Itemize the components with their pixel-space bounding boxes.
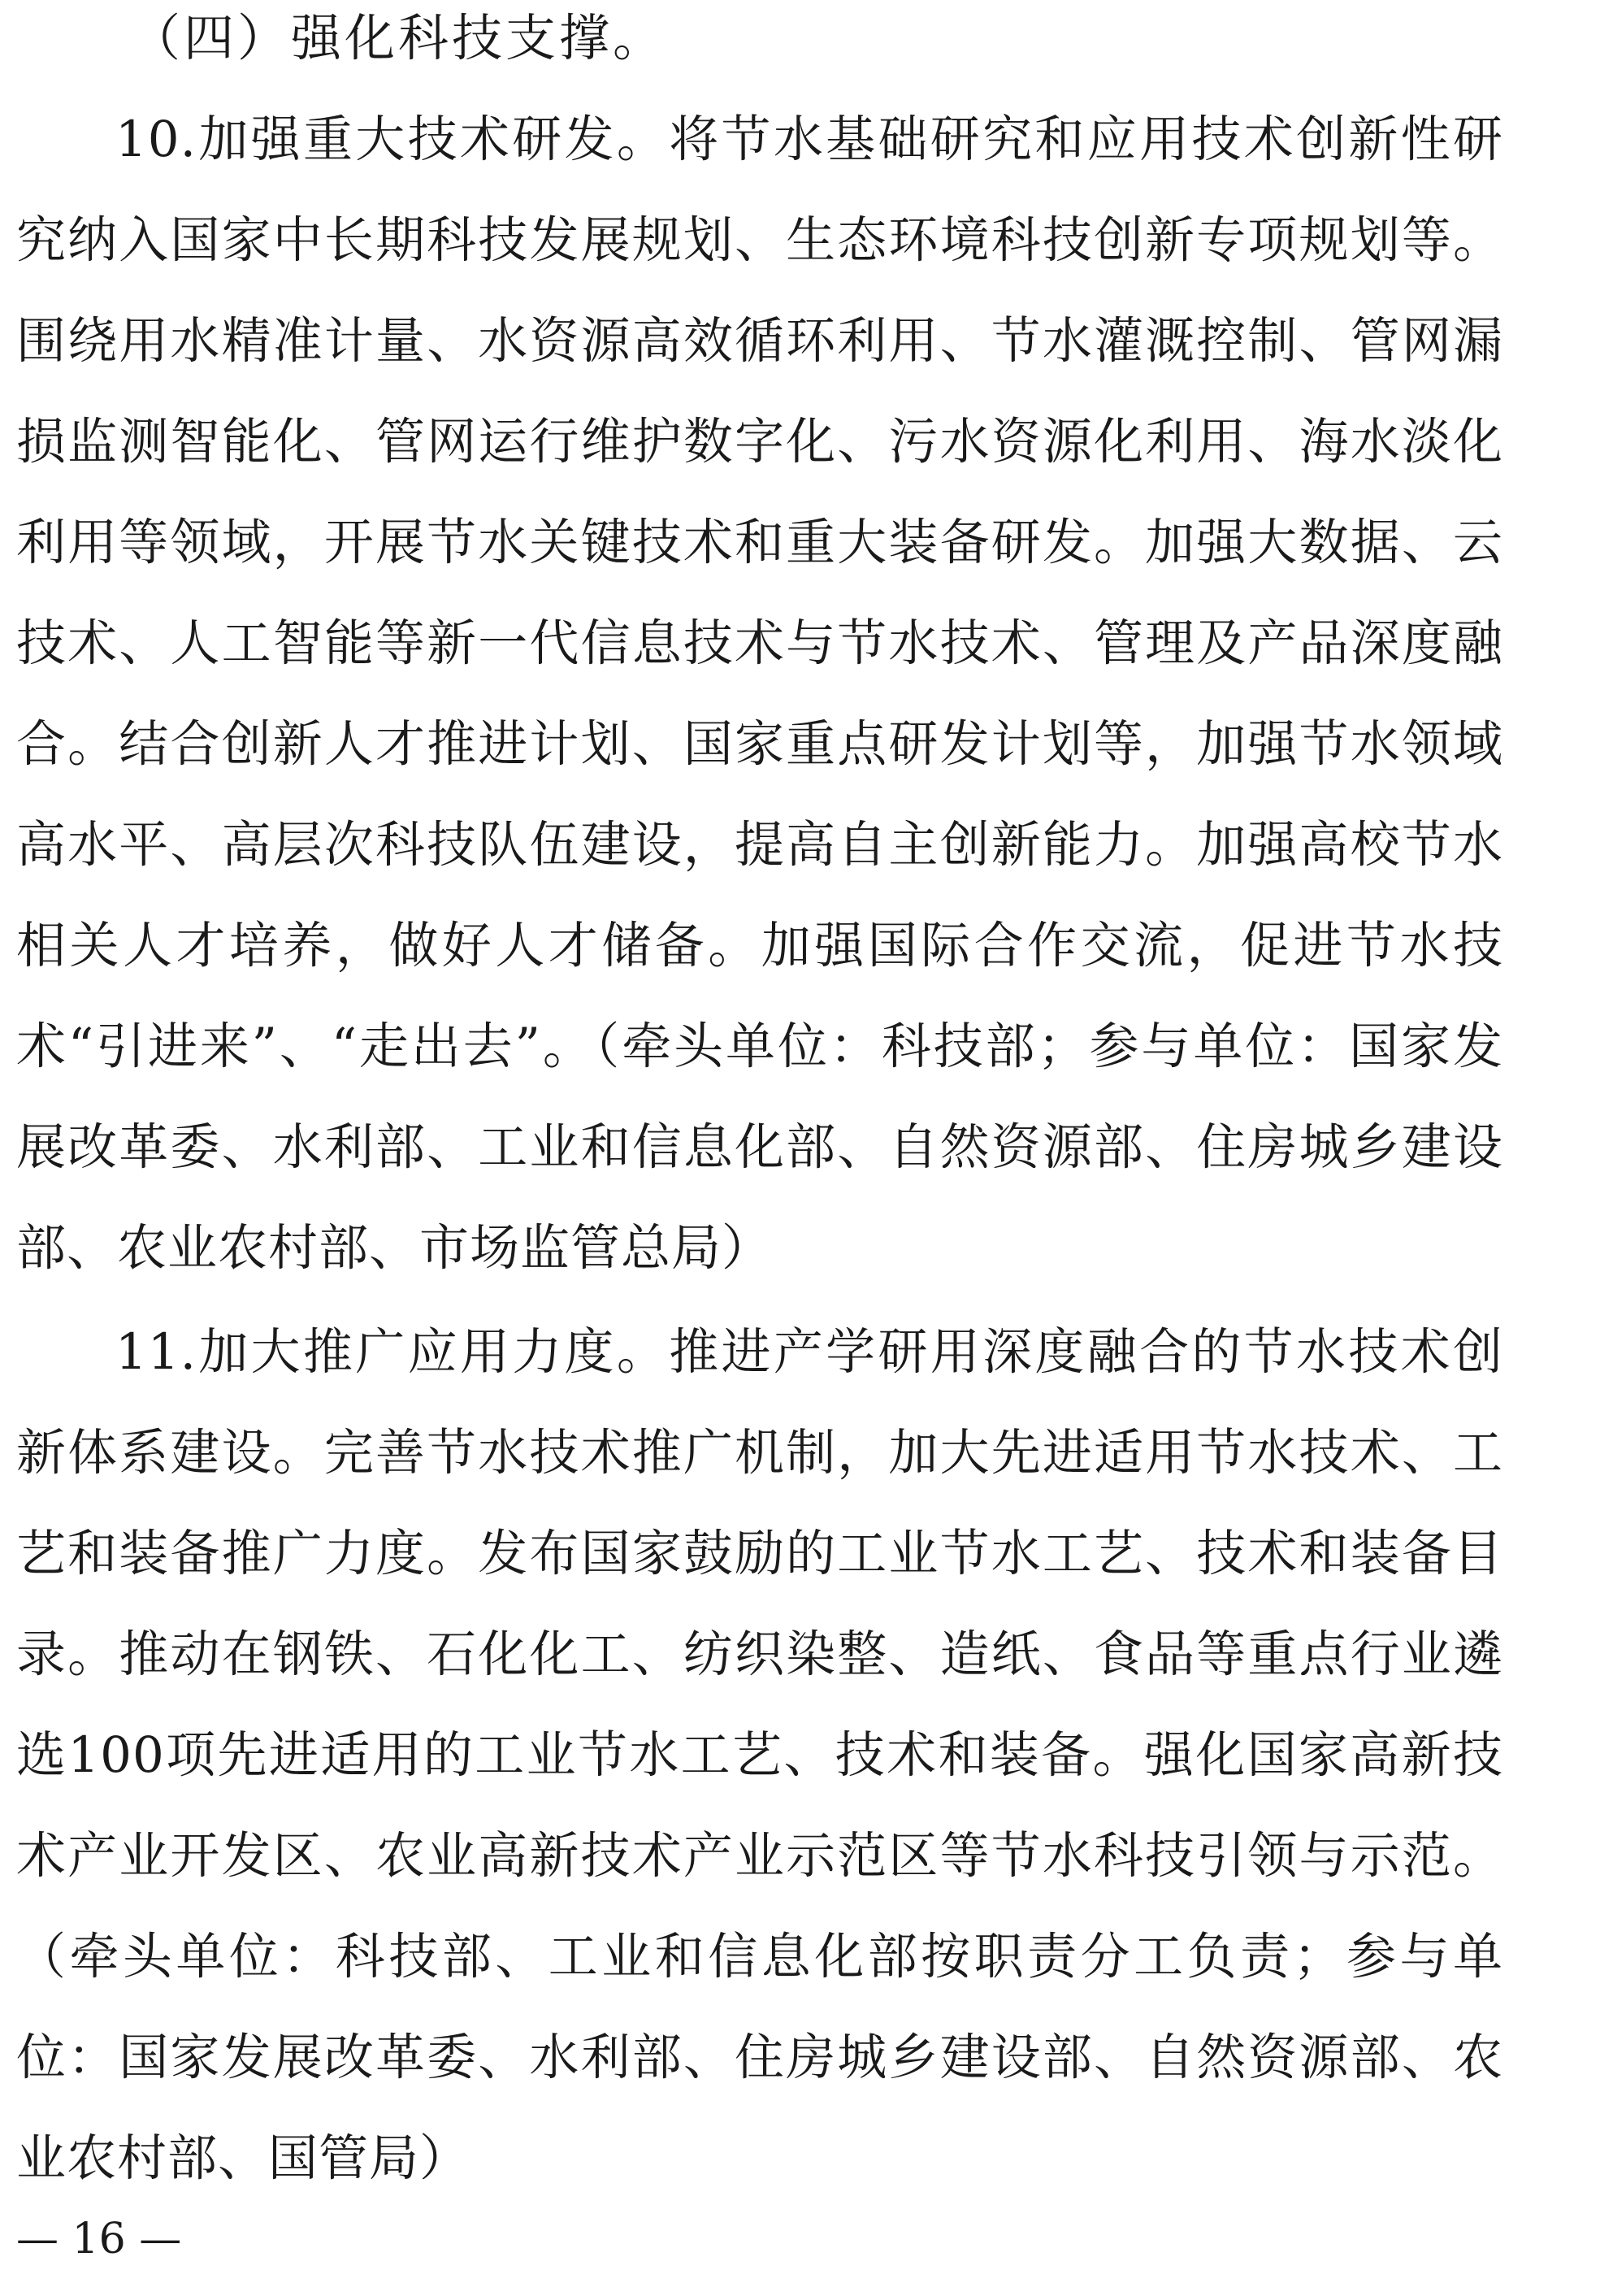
item-title: 加大推广应用力度。	[197, 1323, 670, 1381]
section-heading: （四）强化科技支撑。	[130, 8, 667, 67]
item-title: 加强重大技术研发。	[197, 111, 670, 168]
page-number: — 16 —	[16, 2215, 182, 2263]
item-paragraph	[16, 89, 1503, 1284]
item-paragraph	[16, 1302, 1503, 2196]
responsible-units: （牵头单位：科技部、工业和信息化部按职责分工负责；参与单位：国家发展改革委、水利部、住房城乡建设部、自然资源部、农业农村部、国管局）	[16, 1928, 1503, 2187]
responsible-units: （牵头单位：科技部；参与单位：国家发展改革委、水利部、工业和信息化部、自然资源部、住房城乡建设部、农业农村部、市场监管总局）	[16, 1018, 1503, 1277]
item-number: 10.	[115, 111, 197, 168]
item-body: 将节水基础研究和应用技术创新性研究纳入国家中长期科技发展规划、生态环境科技创新专项规划等。围绕用水精准计量、水资源高效循环利用、节水灌溉控制、管网漏损监测智能化、管网运行维护数字化、污水资源化利用、海水淡化利用等领域，开展节水关键技术和重大装备研发。加强大数据、云技术、人工智能等新一代信息技术与节水技术、管理及产品深度融合。结合创新人才推进计划、国家重点研发计划等，加强节水领域高水平、高层次科技队伍建设，提高自主创新能力。加强高校节水相关人才培养，做好人才储备。加强国际合作交流，促进节水技术“引进来”、“走出去”。	[16, 111, 1503, 1075]
item-body: 推进产学研用深度融合的节水技术创新体系建设。完善节水技术推广机制，加大先进适用节水技术、工艺和装备推广力度。发布国家鼓励的工业节水工艺、技术和装备目录。推动在钢铁、石化化工、纺织染整、造纸、食品等重点行业遴选100项先进适用的工业节水工艺、技术和装备。强化国家高新技术产业开发区、农业高新技术产业示范区等节水科技引领与示范。	[16, 1323, 1503, 1885]
item-number: 11.	[115, 1323, 197, 1381]
